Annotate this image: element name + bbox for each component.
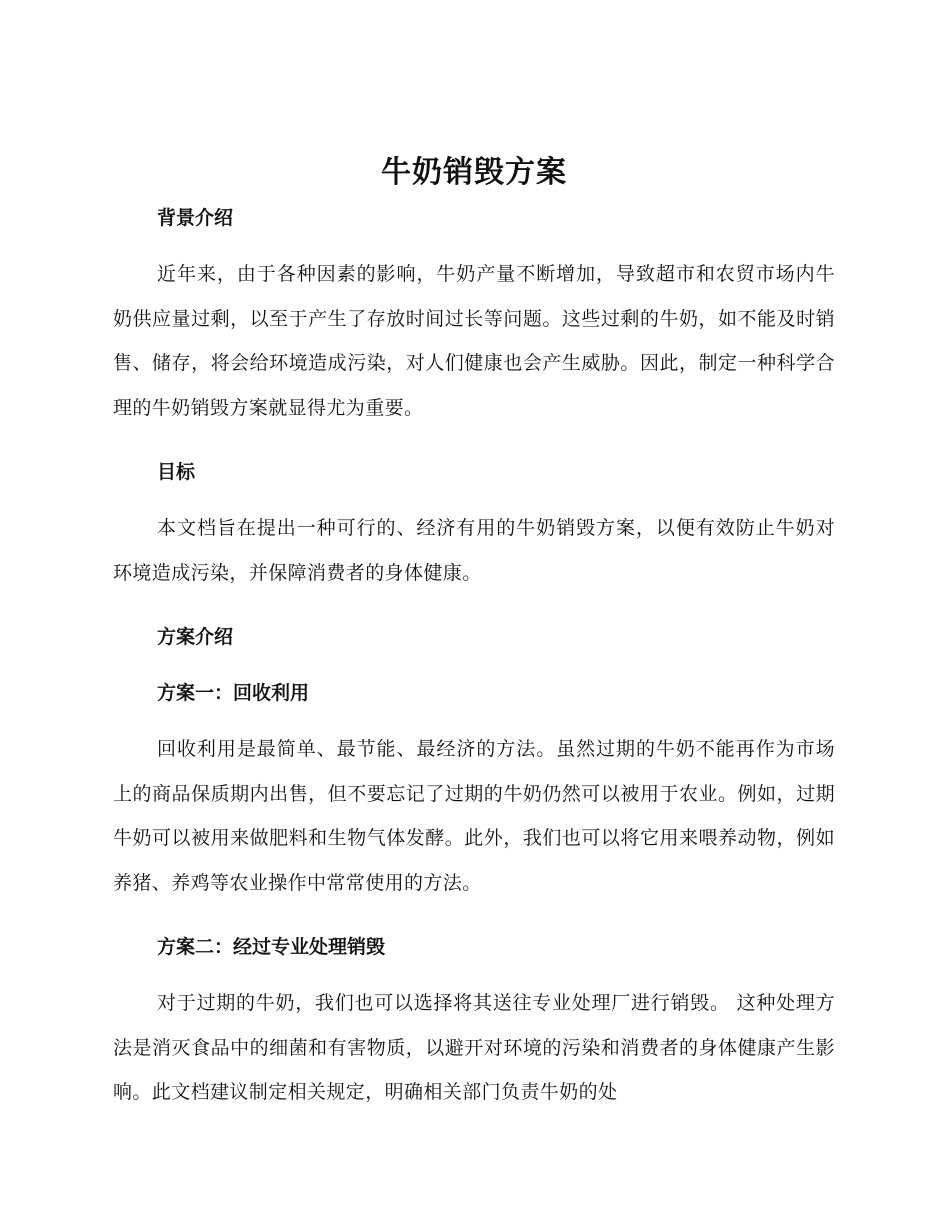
- paragraph-goal: 本文档旨在提出一种可行的、经济有用的牛奶销毁方案，以便有效防止牛奶对环境造成污染，并保障消费者的身体健康。: [113, 517, 835, 584]
- paragraph-background: 近年来，由于各种因素的影响，牛奶产量不断增加，导致超市和农贸市场内牛奶供应量过剩，以至于产生了存放时间过长等问题。这些过剩的牛奶，如不能及时销售、储存，将会给环境造成污染，对人们健康也会产生威胁。因此，制定一种科学合理的牛奶销毁方案就显得尤为重要。: [113, 263, 835, 419]
- heading-background: 背景介绍: [157, 207, 234, 229]
- heading-plan-two: 方案二：经过专业处理销毁: [157, 936, 386, 958]
- paragraph-plan-one: 回收利用是最简单、最节能、最经济的方法。虽然过期的牛奶不能再作为市场上的商品保质期内出售，但不要忘记了过期的牛奶仍然可以被用于农业。例如，过期牛奶可以被用来做肥料和生物气体发酵。此外，我们也可以将它用来喂养动物，例如养猪、养鸡等农业操作中常常使用的方法。: [113, 738, 835, 894]
- heading-plan-intro: 方案介绍: [157, 626, 234, 648]
- document-title: 牛奶销毁方案: [381, 155, 567, 190]
- paragraph-plan-two: 对于过期的牛奶，我们也可以选择将其送往专业处理厂进行销毁。 这种处理方法是消灭食品中的细菌和有害物质，以避开对环境的污染和消费者的身体健康产生影响。此文档建议制定相关规定，明确相关部门负责牛奶的处: [113, 992, 835, 1103]
- heading-goal: 目标: [157, 461, 196, 483]
- document-body: [113, 150, 835, 1115]
- heading-plan-one: 方案一：回收利用: [157, 682, 310, 704]
